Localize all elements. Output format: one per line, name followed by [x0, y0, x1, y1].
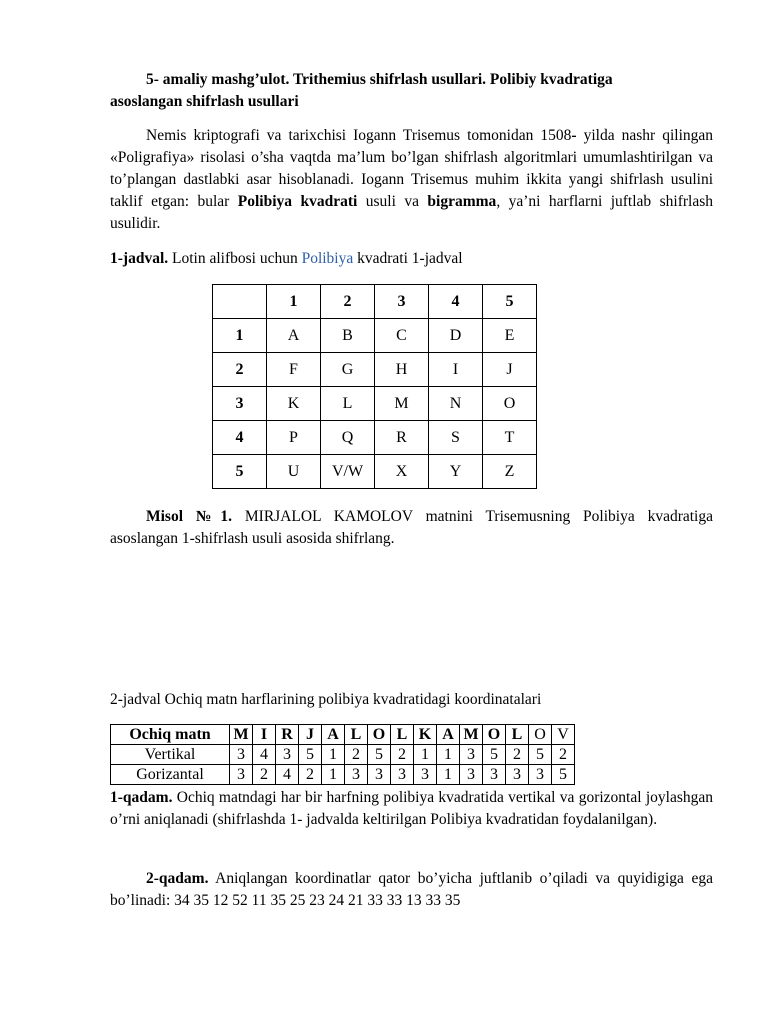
step2-paragraph	[110, 868, 713, 912]
letter-cell: H	[375, 353, 429, 387]
polibiya-link[interactable]: Polibiya	[301, 250, 354, 267]
letter-cell: J	[299, 725, 322, 745]
col-header: 2	[321, 285, 375, 319]
horizontal-cell: 2	[299, 765, 322, 785]
letter-cell: T	[483, 421, 537, 455]
table1-caption	[110, 248, 713, 270]
horizontal-cell: 3	[529, 765, 552, 785]
letter-cell: V/W	[321, 455, 375, 489]
letter-cell: M	[230, 725, 253, 745]
vertical-cell: 5	[299, 745, 322, 765]
example-label: Misol №1.	[146, 508, 233, 525]
title-line-1: 5- amaliy mashg’ulot. Trithemius shifrlash usullari. Polibiy kvadratiga	[146, 71, 613, 88]
step1-text: Ochiq matndagi har bir harfning polibiya kvadratida vertikal va gorizontal joylashgan o’rni aniqlanadi (shifrlashda 1- jadvalda keltirilgan Polibiya kvadratidan foydalanilgan).	[110, 789, 713, 828]
row-header: 5	[213, 455, 267, 489]
letter-cell: O	[483, 387, 537, 421]
horizontal-cell: 3	[414, 765, 437, 785]
letter-cell: L	[321, 387, 375, 421]
title-line-2: asoslangan shifrlash usullari	[110, 93, 299, 110]
letter-cell: X	[375, 455, 429, 489]
intro-bold-bigramma: bigramma	[427, 193, 497, 210]
polybius-square-table	[212, 284, 537, 489]
letter-cell: A	[437, 725, 460, 745]
polybius-header-row	[213, 285, 537, 319]
letter-cell: D	[429, 319, 483, 353]
table2-caption: 2-jadval Ochiq matn harflarining polibiya kvadratidagi koordinatalari	[110, 691, 542, 708]
row-header: 1	[213, 319, 267, 353]
page-title	[110, 69, 713, 113]
example-paragraph	[110, 506, 713, 550]
letter-cell: V	[552, 725, 575, 745]
vertical-row	[111, 745, 575, 765]
letter-cell: L	[345, 725, 368, 745]
vertical-cell: 3	[230, 745, 253, 765]
letter-cell: L	[391, 725, 414, 745]
row-label: Gorizantal	[111, 765, 230, 785]
intro-text-2: yilda nashr qilingan «Poligrafiya» risolasi o’sha vaqtda ma’lum bo’lgan shifrlash algoritmlari umumlashtirilgan va to’plangan dastlabki asar hisoblanadi. Iogann Trisemus muhim ikkita yangi shifrlash usulini taklif etgan: bular	[110, 127, 713, 210]
letter-cell: R	[375, 421, 429, 455]
horizontal-cell: 3	[483, 765, 506, 785]
step2-label: 2-qadam.	[146, 870, 209, 887]
row-header: 3	[213, 387, 267, 421]
vertical-cell: 5	[483, 745, 506, 765]
horizontal-cell: 1	[322, 765, 345, 785]
col-header: 5	[483, 285, 537, 319]
horizontal-cell: 3	[460, 765, 483, 785]
vertical-cell: 2	[506, 745, 529, 765]
vertical-cell: 5	[368, 745, 391, 765]
horizontal-cell: 3	[230, 765, 253, 785]
step2-text: Aniqlangan koordinatlar qator bo’yicha juftlanib o’qiladi va quyidigiga ega bo’linadi: 34 35 12 52 11 35 25 23 24 21 33 33 13 33 35	[110, 870, 713, 909]
example-text: MIRJALOL KAMOLOV matnini Trisemusning Polibiya kvadratiga asoslangan 1-shifrlash usuli asosida shifrlang.	[110, 508, 713, 547]
letter-cell: B	[321, 319, 375, 353]
letter-cell: P	[267, 421, 321, 455]
intro-dash: -	[571, 127, 577, 144]
letter-cell: R	[276, 725, 299, 745]
horizontal-row	[111, 765, 575, 785]
letter-cell: N	[429, 387, 483, 421]
letter-cell: U	[267, 455, 321, 489]
vertical-cell: 1	[414, 745, 437, 765]
letter-cell: K	[267, 387, 321, 421]
col-header: 1	[267, 285, 321, 319]
row-label: Vertikal	[111, 745, 230, 765]
intro-text-4: , ya’ni harflarni juftlab shifrlash usulidir.	[110, 193, 713, 232]
letter-cell: E	[483, 319, 537, 353]
letter-cell: K	[414, 725, 437, 745]
letter-cell: F	[267, 353, 321, 387]
polybius-row	[213, 387, 537, 421]
vertical-cell: 4	[253, 745, 276, 765]
table1-caption-text: Lotin alifbosi uchun	[168, 250, 302, 267]
letter-cell: Q	[321, 421, 375, 455]
polybius-row	[213, 353, 537, 387]
col-header: 4	[429, 285, 483, 319]
horizontal-cell: 3	[506, 765, 529, 785]
letter-cell: M	[460, 725, 483, 745]
letter-cell: G	[321, 353, 375, 387]
corner-cell	[213, 285, 267, 319]
letter-cell: O	[368, 725, 391, 745]
coordinates-table	[110, 724, 575, 785]
vertical-cell: 1	[437, 745, 460, 765]
vertical-cell: 3	[460, 745, 483, 765]
polybius-row	[213, 319, 537, 353]
letter-cell: C	[375, 319, 429, 353]
row-label: Ochiq matn	[111, 725, 230, 745]
horizontal-cell: 4	[276, 765, 299, 785]
vertical-cell: 2	[391, 745, 414, 765]
row-header: 4	[213, 421, 267, 455]
letter-cell: M	[375, 387, 429, 421]
horizontal-cell: 3	[368, 765, 391, 785]
intro-text-1: Nemis kriptografi va tarixchisi Iogann Trisemus tomonidan 1508	[146, 127, 572, 144]
horizontal-cell: 3	[391, 765, 414, 785]
vertical-cell: 2	[552, 745, 575, 765]
polybius-row	[213, 421, 537, 455]
letter-cell: S	[429, 421, 483, 455]
letter-cell: O	[483, 725, 506, 745]
vertical-cell: 3	[276, 745, 299, 765]
col-header: 3	[375, 285, 429, 319]
vertical-cell: 2	[345, 745, 368, 765]
plaintext-row	[111, 725, 575, 745]
letter-cell: Z	[483, 455, 537, 489]
letter-cell: I	[429, 353, 483, 387]
letter-cell: A	[322, 725, 345, 745]
step1-paragraph	[110, 787, 713, 831]
horizontal-cell: 5	[552, 765, 575, 785]
row-header: 2	[213, 353, 267, 387]
step1-label: 1-qadam.	[110, 789, 173, 806]
letter-cell: Y	[429, 455, 483, 489]
table1-label: 1-jadval.	[110, 250, 169, 267]
horizontal-cell: 2	[253, 765, 276, 785]
polybius-row	[213, 455, 537, 489]
intro-text-3: usuli va	[357, 193, 428, 210]
intro-paragraph	[110, 125, 713, 235]
letter-cell: I	[253, 725, 276, 745]
letter-cell: O	[529, 725, 552, 745]
horizontal-cell: 1	[437, 765, 460, 785]
table1-caption-suffix: kvadrati 1-jadval	[353, 250, 463, 267]
letter-cell: L	[506, 725, 529, 745]
horizontal-cell: 3	[345, 765, 368, 785]
vertical-cell: 1	[322, 745, 345, 765]
letter-cell: J	[483, 353, 537, 387]
vertical-cell: 5	[529, 745, 552, 765]
intro-bold-polibiya: Polibiya kvadrati	[237, 193, 358, 210]
letter-cell: A	[267, 319, 321, 353]
